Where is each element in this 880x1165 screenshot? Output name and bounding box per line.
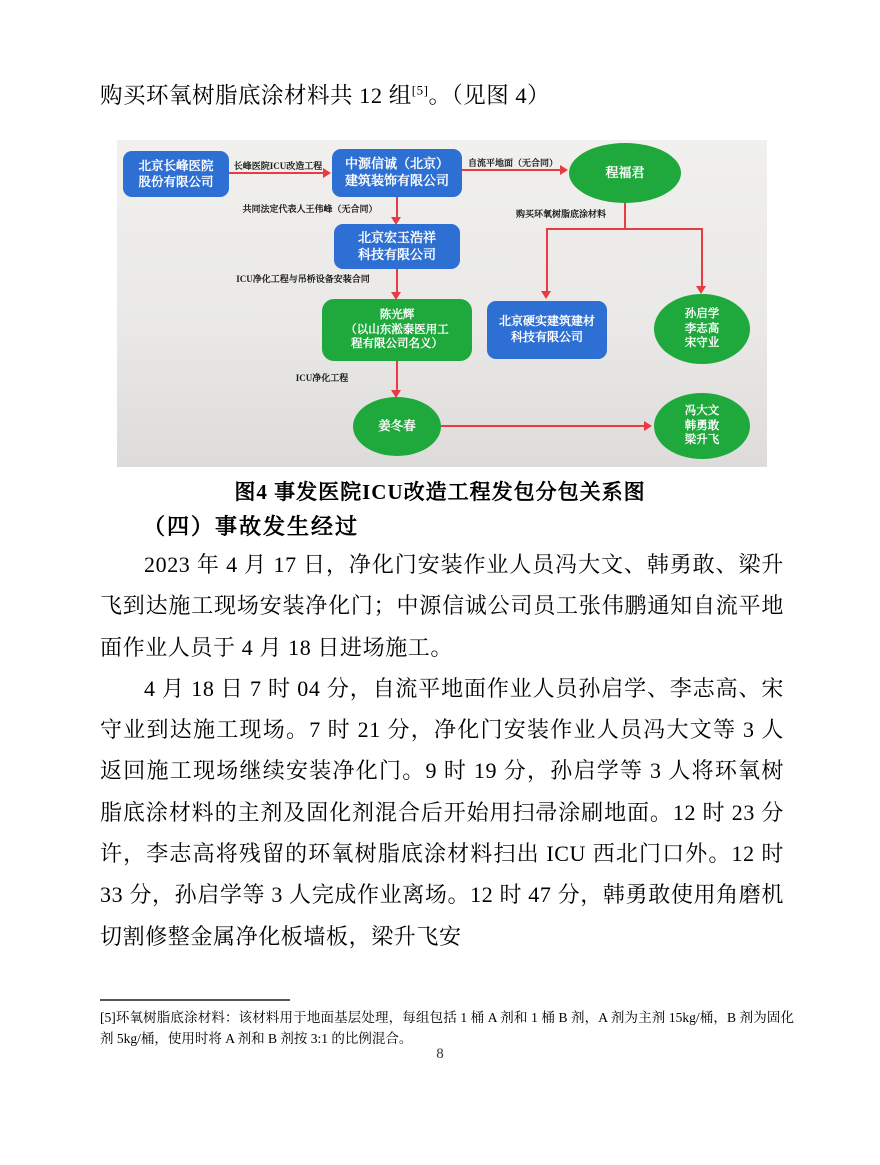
edge-label-icu-purification-contract: ICU净化工程与吊桥设备安装合同 <box>236 274 370 284</box>
node-label-line: 北京硬实建筑建材 <box>498 314 595 329</box>
node-zhongyuan-xincheng <box>332 149 462 197</box>
arrowhead-down-icon <box>391 292 401 300</box>
arrow-hospital-to-zhongyuan <box>229 172 325 174</box>
node-label-line: 李志高 <box>684 322 720 335</box>
node-label-line: 冯大文 <box>684 404 720 417</box>
node-label-line: 科技有限公司 <box>357 246 436 262</box>
node-label-line: 建筑装饰有限公司 <box>344 173 449 188</box>
arrow-branch-to-sunlisong <box>701 228 703 288</box>
body-text <box>100 544 784 957</box>
node-label-line: 梁升飞 <box>684 434 720 447</box>
footnote-ref-superscript: [5] <box>411 82 429 98</box>
arrowhead-down-icon <box>541 291 551 299</box>
footnote-text: [5]环氧树脂底涂材料：该材料用于地面基层处理，每组包括 1 桶 A 剂和 1 桶 B 剂，A 剂为主剂 15kg/桶，B 剂为固化剂 5kg/桶，使用时将 A 剂和 B 剂按 3:1 的比例混合。 <box>100 1010 794 1046</box>
intro-text-tail: 。（见图 4） <box>428 83 551 108</box>
edge-label-self-leveling: 自流平地面（无合同） <box>467 158 558 168</box>
node-hongyu-haoxiang <box>334 224 460 269</box>
arrow-chengfujun-branch-stem <box>624 203 626 228</box>
section-heading: （四）事故发生经过 <box>143 514 360 539</box>
paragraph: 4 月 18 日 7 时 04 分，自流平地面作业人员孙启学、李志高、宋守业到达施工现场。7 时 21 分，净化门安装作业人员冯大文等 3 人返回施工现场继续安装净化门。9 时 19 分，孙启学等 3 人将环氧树脂底涂材料的主剂及固化剂混合后开始用扫帚涂刷地面。12 时 23 分许，李志高将残留的环氧树脂底涂材料扫出 ICU 西北门口外。12 时 33 分，孙启学等 3 人完成作业离场。12 时 47 分，韩勇敢使用角磨机切割修整金属净化板墙板，梁升飞安 <box>100 675 784 949</box>
edge-label-legal-rep: 共同法定代表人王伟峰（无合同） <box>242 204 378 214</box>
node-label-line: 中源信诚（北京） <box>344 156 449 172</box>
arrow-jiangdongchun-to-fenghanliang <box>441 425 646 427</box>
node-yingshi-building <box>487 301 607 359</box>
node-label-line: 韩勇敢 <box>684 419 720 432</box>
node-label-line: 科技有限公司 <box>510 330 583 344</box>
node-feng-han-liang <box>654 393 750 459</box>
edge-label-purchase: 购买环氧树脂底涂材料 <box>515 209 606 219</box>
node-label-line: 姜冬春 <box>378 419 416 434</box>
node-label-line: 北京长峰医院 <box>138 158 214 173</box>
node-label-line: 孙启学 <box>684 307 720 320</box>
node-chen-guanghui <box>322 299 472 361</box>
node-label-line: 程有限公司名义） <box>351 338 443 351</box>
footnote-rule <box>100 999 290 1001</box>
node-label-line: 宋守业 <box>684 337 720 350</box>
arrow-chenguanghui-to-jiangdongchun <box>396 361 398 392</box>
arrow-chengfujun-branch-bar <box>546 228 702 230</box>
node-label-line: 程福君 <box>605 164 645 180</box>
arrowhead-down-icon <box>696 286 706 294</box>
arrowhead-right-icon <box>644 421 652 431</box>
paragraph: 2023 年 4 月 17 日，净化门安装作业人员冯大文、韩勇敢、梁升飞到达施工现场安装净化门；中源信诚公司员工张伟鹏通知自流平地面作业人员于 4 月 18 日进场施工。 <box>100 552 784 660</box>
arrow-zhongyuan-to-hongyu <box>396 197 398 219</box>
edge-label-icu-purification: ICU净化工程 <box>295 373 349 383</box>
edge-label-icu-renovation: 长峰医院ICU改造工程 <box>233 161 323 171</box>
arrowhead-down-icon <box>391 390 401 398</box>
node-jiang-dongchun <box>353 397 441 456</box>
page-number: 8 <box>436 1046 444 1062</box>
arrow-hongyu-to-chenguanghui <box>396 269 398 294</box>
node-cheng-fujun <box>569 143 681 203</box>
node-changfeng-hospital <box>123 151 229 197</box>
figure-caption: 图4 事发医院ICU改造工程发包分包关系图 <box>234 480 646 504</box>
arrow-branch-to-yingshi <box>546 228 548 293</box>
node-label-line: 陈光辉 <box>379 308 415 321</box>
node-label-line: 北京宏玉浩祥 <box>357 229 436 245</box>
intro-text-main: 购买环氧树脂底涂材料共 12 组 <box>100 83 412 108</box>
arrowhead-down-icon <box>391 217 401 225</box>
node-label-line: （以山东淞泰医用工 <box>345 323 449 336</box>
node-label-line: 股份有限公司 <box>138 175 214 189</box>
arrow-zhongyuan-to-chengfujun <box>462 169 562 171</box>
node-sun-li-song <box>654 294 750 364</box>
figure-diagram <box>117 140 767 467</box>
intro-text <box>100 78 550 110</box>
